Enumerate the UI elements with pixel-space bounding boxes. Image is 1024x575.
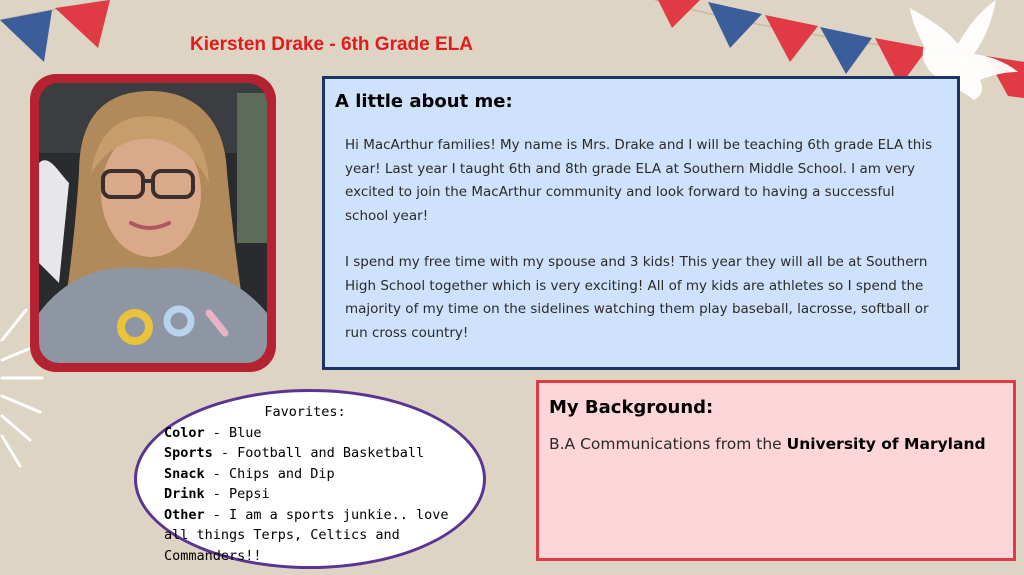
list-item (164, 443, 474, 464)
favorite-value: - Chips and Dip (204, 465, 335, 482)
degree-text: B.A Communications from the (549, 435, 787, 453)
about-paragraph-1: Hi MacArthur families! My name is Mrs. Drake and I will be teaching 6th grade ELA this year! Last year I taught 6th and 8th grade ELA at Southern Middle School. I am very excited to join the MacArthur community and look forward to having a successful school year! (345, 137, 933, 224)
background-box (536, 380, 1016, 561)
degree-school: University of Maryland (786, 435, 986, 453)
list-item (164, 423, 474, 444)
favorite-key: Other (164, 506, 205, 523)
background-heading: My Background: (549, 397, 714, 418)
page-title: Kiersten Drake - 6th Grade ELA (190, 34, 473, 55)
favorites-heading: Favorites: (264, 404, 346, 420)
favorite-key: Sports (164, 445, 213, 461)
favorite-key: Color (164, 424, 205, 441)
favorite-key: Drink (164, 486, 205, 502)
about-me-box (322, 76, 960, 370)
list-item (164, 484, 474, 505)
photo-frame (30, 74, 276, 372)
favorites-list (164, 402, 474, 566)
teacher-portrait (39, 83, 267, 363)
favorite-value: - Football and Basketball (212, 445, 425, 461)
about-paragraph-2: I spend my free time with my spouse and 3 kids! This year they will all be at Southern High School together which is very exciting! All of my kids are athletes so I spend the majority of my time on the sidelines watching them play baseball, lacrosse, softball or run cross country! (345, 254, 929, 341)
favorite-key: Snack (164, 465, 205, 482)
favorite-value: - Pepsi (204, 486, 270, 502)
list-item (164, 464, 474, 485)
favorite-value: - I am a sports junkie.. love all things Terps, Celtics and Commanders!! (164, 506, 449, 564)
list-item (164, 505, 474, 567)
degree-line (549, 435, 986, 453)
about-me-heading: A little about me: (335, 91, 513, 112)
favorite-value: - Blue (204, 424, 262, 441)
